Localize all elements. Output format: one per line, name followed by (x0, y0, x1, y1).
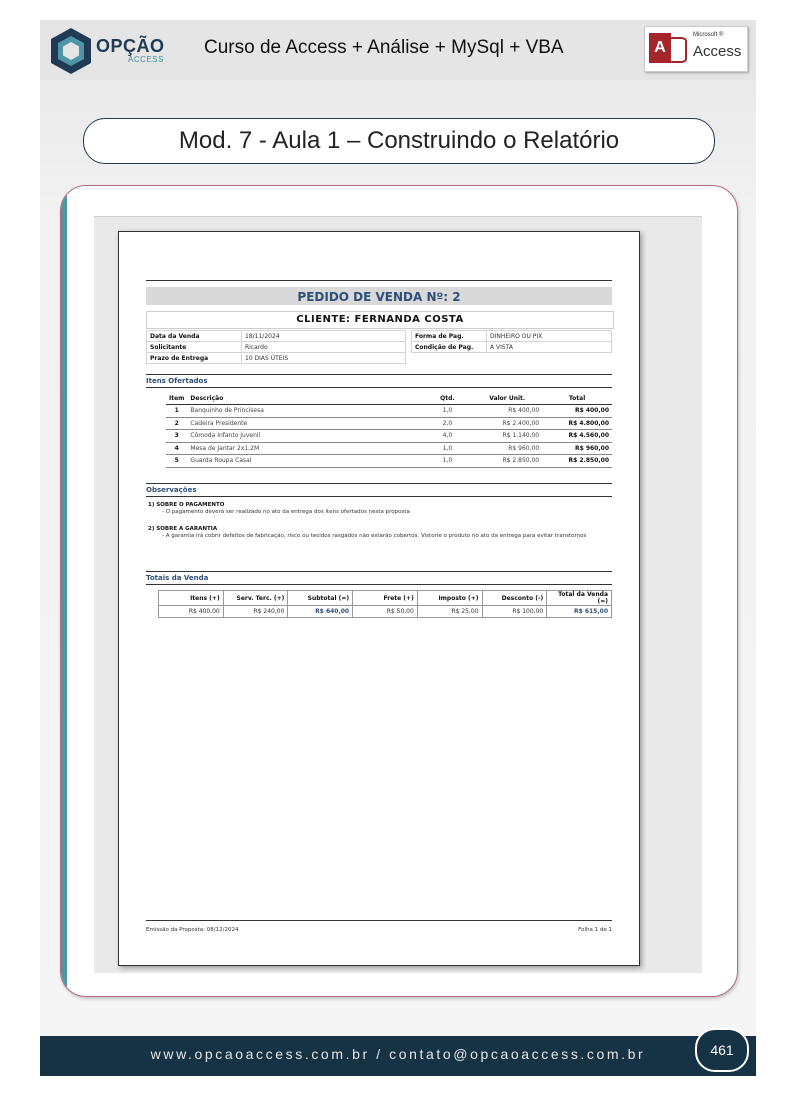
cell-item: 1 (166, 405, 187, 418)
logo-text: OPÇÃO (96, 36, 165, 56)
access-label: Access (693, 43, 742, 60)
totals-rule-2 (146, 584, 612, 585)
items-rule-2 (146, 387, 612, 388)
page-sheet (40, 20, 756, 1076)
info-label: Solicitante (147, 342, 242, 353)
cell-desc: Guarda Roupa Casal (187, 455, 422, 468)
report-title: PEDIDO DE VENDA Nº: 2 (146, 287, 612, 305)
col-unit: Valor Unit. (472, 393, 542, 405)
course-title: Curso de Access + Análise + MySql + VBA (204, 37, 564, 58)
cell-desc: Cadeira Presidente (187, 417, 422, 430)
totals-header-row (159, 591, 612, 606)
logo-subtext: ACCESS (128, 55, 164, 64)
totals-rule (146, 571, 612, 572)
totals-value-row (159, 606, 612, 618)
info-label: Prazo de Entrega (147, 353, 242, 364)
tot-value: R$ 25,00 (417, 606, 482, 618)
cell-unit: R$ 400,00 (472, 405, 542, 418)
totals-heading: Totais da Venda (146, 574, 209, 582)
tot-value: R$ 400,00 (159, 606, 224, 618)
tot-col: Serv. Terc. (+) (223, 591, 288, 606)
obs-body: - A garantia irá cobrir defeitos de fabricação, risco ou tecidos rasgados não estarão cobertos. Vistorie o produto no ato da entrega para evitar transtornos (162, 533, 587, 539)
obs-payment (148, 502, 608, 516)
page-number: 461 (695, 1028, 749, 1072)
cell-total: R$ 960,00 (542, 442, 612, 455)
table-row (166, 405, 612, 418)
tot-value: R$ 50,00 (353, 606, 418, 618)
cell-qtd: 4,0 (422, 430, 472, 443)
page-header (40, 20, 756, 80)
cell-unit: R$ 1.140,00 (472, 430, 542, 443)
obs-title: 2) SOBRE A GARANTIA (148, 526, 218, 532)
page-count: Folha 1 de 1 (578, 927, 612, 933)
lesson-title: Mod. 7 - Aula 1 – Construindo o Relatório (83, 118, 715, 164)
frame-accent-bar (61, 186, 67, 996)
table-row (166, 442, 612, 455)
obs-warranty (148, 526, 608, 540)
cell-total: R$ 2.850,00 (542, 455, 612, 468)
cell-qtd: 1,0 (422, 455, 472, 468)
footer-rule (146, 920, 612, 921)
col-total: Total (542, 393, 612, 405)
items-table (166, 393, 612, 468)
cell-total: R$ 4.800,00 (542, 417, 612, 430)
tot-col: Itens (+) (159, 591, 224, 606)
info-value: 18/11/2024 (242, 331, 406, 342)
tot-value: R$ 615,00 (547, 606, 612, 618)
cell-desc: Banquinho de Princisesa (187, 405, 422, 418)
cell-unit: R$ 2.400,00 (472, 417, 542, 430)
cell-total: R$ 4.560,00 (542, 430, 612, 443)
items-rule (146, 374, 612, 375)
cell-item: 5 (166, 455, 187, 468)
info-table-left (146, 330, 406, 364)
items-heading: Itens Ofertados (146, 377, 208, 385)
opcao-hexagon-logo-icon (46, 26, 96, 76)
cell-qtd: 2,0 (422, 417, 472, 430)
col-desc: Descrição (187, 393, 422, 405)
tot-value: R$ 640,00 (288, 606, 353, 618)
cell-qtd: 1,0 (422, 442, 472, 455)
report-page (118, 231, 640, 966)
access-letter-icon: A (649, 33, 671, 63)
info-value: DINHEIRO OU PIX (487, 331, 612, 342)
emission-date: Emissão da Proposta: 08/12/2024 (146, 927, 239, 933)
top-rule (146, 280, 612, 281)
microsoft-label: Microsoft ® (693, 32, 724, 38)
info-value: Ricardo (242, 342, 406, 353)
col-item: Item (166, 393, 187, 405)
obs-body: - O pagamento deverá ser realizado no ato da entrega dos itens ofertados nesta proposta (162, 509, 410, 515)
table-row (166, 417, 612, 430)
info-label: Condição de Pag. (412, 342, 487, 353)
tot-col: Frete (+) (353, 591, 418, 606)
cell-item: 3 (166, 430, 187, 443)
cell-desc: Cômoda Infanto Juvenil (187, 430, 422, 443)
obs-title: 1) SOBRE O PAGAMENTO (148, 502, 225, 508)
info-row (147, 342, 406, 353)
info-value: A VISTA (487, 342, 612, 353)
info-label: Data da Venda (147, 331, 242, 342)
info-row (147, 331, 406, 342)
col-qtd: Qtd. (422, 393, 472, 405)
obs-heading: Observações (146, 486, 197, 494)
info-value: 10 DIAS ÚTEIS (242, 353, 406, 364)
info-row (147, 353, 406, 364)
obs-rule (146, 483, 612, 484)
tot-col: Total da Venda (=) (547, 591, 612, 606)
table-row (166, 430, 612, 443)
client-name: CLIENTE: FERNANDA COSTA (146, 311, 614, 329)
tot-col: Desconto (-) (482, 591, 547, 606)
tot-value: R$ 240,00 (223, 606, 288, 618)
info-label: Forma de Pag. (412, 331, 487, 342)
cell-unit: R$ 960,00 (472, 442, 542, 455)
cell-unit: R$ 2.850,00 (472, 455, 542, 468)
totals-table (158, 590, 612, 618)
tot-value: R$ 100,00 (482, 606, 547, 618)
cell-desc: Mesa de Jantar 2x1,2M (187, 442, 422, 455)
items-header-row (166, 393, 612, 405)
cell-item: 4 (166, 442, 187, 455)
info-table-right (411, 330, 612, 353)
obs-rule-2 (146, 496, 612, 497)
table-row (166, 455, 612, 468)
info-row (412, 342, 612, 353)
info-row (412, 331, 612, 342)
footer-site: www.opcaoaccess.com.br / contato@opcaoaccess.com.br (150, 1046, 646, 1062)
ms-access-logo (644, 26, 748, 72)
cell-item: 2 (166, 417, 187, 430)
cell-total: R$ 400,00 (542, 405, 612, 418)
tot-col: Subtotal (=) (288, 591, 353, 606)
cell-qtd: 1,0 (422, 405, 472, 418)
tot-col: Imposto (+) (417, 591, 482, 606)
